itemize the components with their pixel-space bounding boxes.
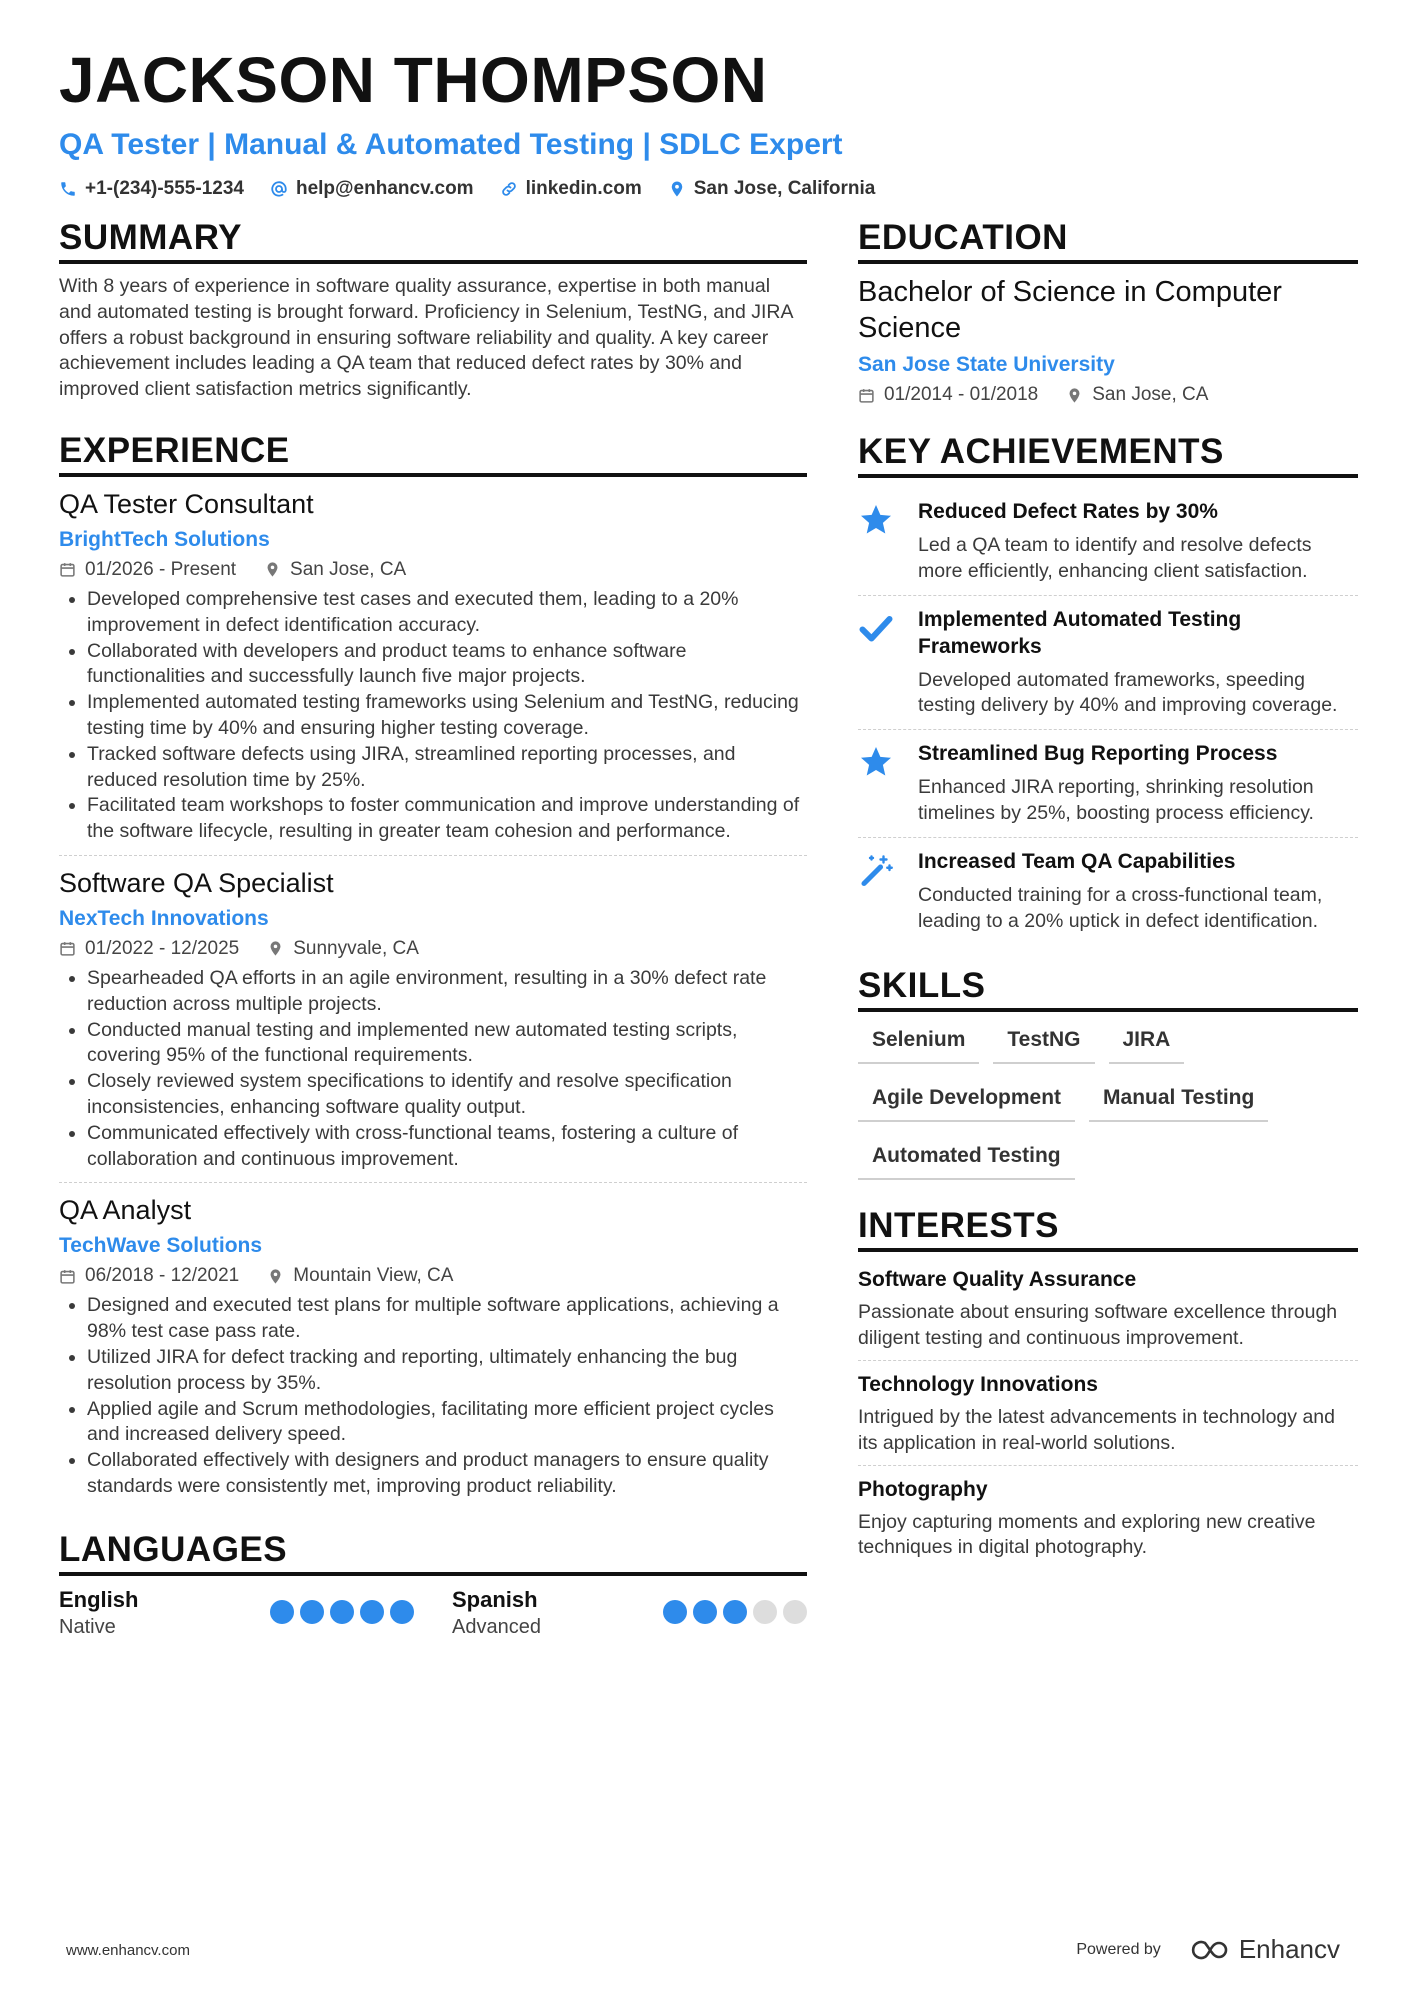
languages-section bbox=[59, 1530, 807, 1640]
rating-dot bbox=[330, 1600, 354, 1624]
job-bullet: • Spearheaded QA efforts in an agile environment, resulting in a 30% defect rate reduction across multiple projects. bbox=[87, 966, 807, 1018]
skill-tag: Selenium bbox=[858, 1024, 979, 1064]
language-name: Spanish bbox=[452, 1586, 538, 1612]
achievement-icon-wrap bbox=[858, 740, 896, 827]
linkedin-text: linkedin.com bbox=[525, 178, 642, 199]
footer-powered-by bbox=[1076, 1934, 1340, 1965]
skills-heading: SKILLS bbox=[858, 966, 1358, 1012]
phone-text: +1-(234)-555-1234 bbox=[85, 178, 244, 199]
job-dates-text: 06/2018 - 12/2021 bbox=[85, 1265, 240, 1287]
job-location-text: Sunnyvale, CA bbox=[293, 937, 419, 959]
achievement-item bbox=[858, 596, 1358, 731]
interest-title: Technology Innovations bbox=[858, 1372, 1098, 1396]
calendar-icon bbox=[858, 387, 875, 404]
achievement-title: Streamlined Bug Reporting Process bbox=[918, 742, 1278, 766]
interest-item bbox=[858, 1472, 1358, 1570]
achievement-title: Reduced Defect Rates by 30% bbox=[918, 500, 1218, 523]
calendar-icon bbox=[59, 561, 76, 578]
location-pin-icon bbox=[267, 1268, 284, 1285]
education-degree: Bachelor of Science in Computer Science bbox=[858, 276, 1282, 344]
check-icon bbox=[858, 610, 894, 646]
enhancv-logo-icon bbox=[1185, 1937, 1231, 1963]
interest-title: Photography bbox=[858, 1477, 988, 1501]
education-dates-text: 01/2014 - 01/2018 bbox=[884, 384, 1039, 405]
email-text: help@enhancv.com bbox=[295, 178, 474, 199]
rating-dot bbox=[300, 1600, 324, 1624]
job-role: QA Analyst bbox=[59, 1195, 192, 1226]
candidate-title: QA Tester | Manual & Automated Testing | SDLC Expert bbox=[59, 128, 843, 161]
calendar-icon bbox=[59, 1268, 76, 1285]
job-meta bbox=[59, 1265, 807, 1287]
skill-tag: Manual Testing bbox=[1089, 1082, 1268, 1122]
job-location-text: Mountain View, CA bbox=[293, 1265, 454, 1287]
achievement-icon-wrap bbox=[858, 848, 896, 935]
candidate-name: JACKSON THOMPSON bbox=[59, 44, 768, 116]
skill-tag: JIRA bbox=[1109, 1024, 1185, 1064]
job-location bbox=[264, 559, 406, 581]
achievements-section bbox=[858, 432, 1358, 944]
job-bullet: • Collaborated with developers and product teams to enhance software functionalities and successfully launch five major projects. bbox=[87, 639, 807, 691]
contact-location bbox=[668, 178, 876, 200]
rating-dot bbox=[390, 1600, 414, 1624]
achievement-item bbox=[858, 488, 1358, 596]
job-meta bbox=[59, 938, 807, 960]
languages-heading: LANGUAGES bbox=[59, 1530, 807, 1576]
link-icon bbox=[500, 180, 518, 198]
experience-section bbox=[59, 431, 807, 1510]
powered-by-text: Powered by bbox=[1076, 1940, 1161, 1958]
rating-dot bbox=[360, 1600, 384, 1624]
resume-header bbox=[59, 44, 1359, 200]
job-dates-text: 01/2026 - Present bbox=[85, 558, 237, 580]
job-dates bbox=[59, 938, 239, 960]
education-meta bbox=[858, 384, 1358, 406]
location-text: San Jose, California bbox=[693, 178, 876, 199]
skills-section bbox=[858, 966, 1358, 1180]
rating-dot bbox=[663, 1600, 687, 1624]
education-location-text: San Jose, CA bbox=[1092, 384, 1209, 405]
job-company: NexTech Innovations bbox=[59, 906, 269, 930]
location-pin-icon bbox=[264, 561, 281, 578]
job-location bbox=[267, 938, 419, 960]
right-column bbox=[858, 218, 1358, 1575]
job-location bbox=[267, 1265, 453, 1287]
phone-icon bbox=[59, 180, 77, 198]
job-dates bbox=[59, 559, 236, 581]
language-level: Native bbox=[59, 1615, 116, 1638]
education-dates bbox=[858, 384, 1038, 406]
achievement-desc: Developed automated frameworks, speeding testing delivery by 40% and improving coverage. bbox=[918, 668, 1338, 717]
job-bullet: • Conducted manual testing and implemented new automated testing scripts, covering 95% of the functional requirements. bbox=[87, 1018, 807, 1070]
job-bullet: • Communicated effectively with cross-functional teams, fostering a culture of collaboration and continuous improvement. bbox=[87, 1121, 807, 1173]
interest-item bbox=[858, 1262, 1358, 1361]
star-icon bbox=[858, 744, 894, 780]
location-pin-icon bbox=[668, 180, 686, 198]
contact-phone[interactable] bbox=[59, 178, 244, 200]
achievement-title: Implemented Automated Testing Frameworks bbox=[918, 607, 1242, 658]
location-pin-icon bbox=[1066, 387, 1083, 404]
job-bullets bbox=[59, 587, 807, 845]
left-column bbox=[59, 218, 807, 1640]
job-entry bbox=[59, 866, 807, 1183]
brand-name: Enhancv bbox=[1238, 1934, 1340, 1964]
skills-list bbox=[858, 1024, 1358, 1180]
job-bullet: • Facilitated team workshops to foster communication and improve understanding of the software lifecycle, resulting in greater team cohesion and performance. bbox=[87, 793, 807, 845]
language-name: English bbox=[59, 1586, 139, 1612]
languages-list bbox=[59, 1586, 807, 1640]
achievement-icon-wrap bbox=[858, 606, 896, 720]
job-bullet: • Developed comprehensive test cases and executed them, leading to a 20% improvement in defect identification accuracy. bbox=[87, 587, 807, 639]
language-item bbox=[452, 1586, 807, 1640]
job-meta bbox=[59, 559, 807, 581]
interest-desc: Passionate about ensuring software excellence through diligent testing and continuous improvement. bbox=[858, 1301, 1338, 1350]
contact-bar bbox=[59, 178, 1359, 200]
job-bullet: • Designed and executed test plans for multiple software applications, achieving a 98% test case pass rate. bbox=[87, 1293, 807, 1345]
summary-section bbox=[59, 218, 807, 403]
job-entry bbox=[59, 1193, 807, 1509]
summary-text: With 8 years of experience in software quality assurance, expertise in both manual and automated testing is brought forward. Proficiency in Selenium, TestNG, and JIRA offers a robust background in ensuring software reliability and quality. A key career achievement includes leading a QA team that reduced defect rates by 30% and improved client satisfaction metrics significantly. bbox=[59, 275, 793, 401]
job-bullet: • Utilized JIRA for defect tracking and reporting, ultimately enhancing the bug resolution process by 35%. bbox=[87, 1345, 807, 1397]
star-icon bbox=[858, 502, 894, 538]
enhancv-logo[interactable] bbox=[1185, 1934, 1340, 1965]
skill-tag: Agile Development bbox=[858, 1082, 1075, 1122]
rating-dot bbox=[753, 1600, 777, 1624]
rating-dot bbox=[270, 1600, 294, 1624]
job-company: TechWave Solutions bbox=[59, 1234, 263, 1258]
interests-section bbox=[858, 1206, 1358, 1569]
rating-dot bbox=[783, 1600, 807, 1624]
education-section bbox=[858, 218, 1358, 406]
language-rating bbox=[270, 1600, 414, 1624]
achievements-heading: KEY ACHIEVEMENTS bbox=[858, 432, 1358, 478]
experience-heading: EXPERIENCE bbox=[59, 431, 807, 477]
skill-tag: Automated Testing bbox=[858, 1140, 1075, 1180]
achievement-title: Increased Team QA Capabilities bbox=[918, 849, 1236, 873]
education-heading: EDUCATION bbox=[858, 218, 1358, 264]
job-dates bbox=[59, 1265, 239, 1287]
job-bullet: • Applied agile and Scrum methodologies, facilitating more efficient project cycles and increased delivery speed. bbox=[87, 1397, 807, 1449]
interests-heading: INTERESTS bbox=[858, 1206, 1358, 1252]
achievement-icon-wrap bbox=[858, 498, 896, 585]
job-bullet: • Tracked software defects using JIRA, streamlined reporting processes, and reduced resolution time by 25%. bbox=[87, 742, 807, 794]
job-location-text: San Jose, CA bbox=[290, 558, 407, 580]
achievement-desc: Led a QA team to identify and resolve defects more efficiently, enhancing client satisfaction. bbox=[918, 534, 1312, 582]
education-school: San Jose State University bbox=[858, 353, 1115, 376]
interest-desc: Intrigued by the latest advancements in technology and its application in real-world solutions. bbox=[858, 1405, 1335, 1454]
achievement-item bbox=[858, 838, 1358, 945]
language-item bbox=[59, 1586, 414, 1640]
skill-tag: TestNG bbox=[993, 1024, 1094, 1064]
education-location bbox=[1066, 384, 1208, 406]
rating-dot bbox=[723, 1600, 747, 1624]
contact-email[interactable] bbox=[270, 178, 474, 200]
rating-dot bbox=[693, 1600, 717, 1624]
job-bullet: • Implemented automated testing frameworks using Selenium and TestNG, reducing testing time by 40% and ensuring higher testing coverage. bbox=[87, 690, 807, 742]
magic-wand-icon bbox=[858, 852, 894, 888]
job-role: QA Tester Consultant bbox=[59, 488, 314, 519]
job-dates-text: 01/2022 - 12/2025 bbox=[85, 937, 240, 959]
contact-linkedin[interactable] bbox=[500, 178, 642, 200]
summary-heading: SUMMARY bbox=[59, 218, 807, 264]
job-role: Software QA Specialist bbox=[59, 867, 334, 898]
language-rating bbox=[663, 1600, 807, 1624]
language-level: Advanced bbox=[452, 1615, 541, 1638]
achievement-desc: Conducted training for a cross-functional team, leading to a 20% uptick in defect identification. bbox=[918, 883, 1323, 932]
job-entry bbox=[59, 487, 807, 856]
footer-website[interactable]: www.enhancv.com bbox=[66, 1942, 190, 1959]
job-bullets bbox=[59, 1293, 807, 1499]
interest-title: Software Quality Assurance bbox=[858, 1268, 1137, 1292]
calendar-icon bbox=[59, 940, 76, 957]
job-bullet: • Closely reviewed system specifications to identify and resolve specification inconsistencies, enhancing software quality output. bbox=[87, 1069, 807, 1121]
job-company: BrightTech Solutions bbox=[59, 527, 270, 551]
job-bullets bbox=[59, 966, 807, 1172]
achievement-item bbox=[858, 730, 1358, 838]
job-bullet: • Collaborated effectively with designers and product managers to ensure quality standards were consistently met, improving product reliability. bbox=[87, 1448, 807, 1500]
at-icon bbox=[270, 180, 288, 198]
location-pin-icon bbox=[267, 940, 284, 957]
achievement-desc: Enhanced JIRA reporting, shrinking resolution timelines by 25%, boosting process efficiency. bbox=[918, 776, 1314, 824]
interest-item bbox=[858, 1367, 1358, 1466]
interest-desc: Enjoy capturing moments and exploring new creative techniques in digital photography. bbox=[858, 1510, 1316, 1559]
